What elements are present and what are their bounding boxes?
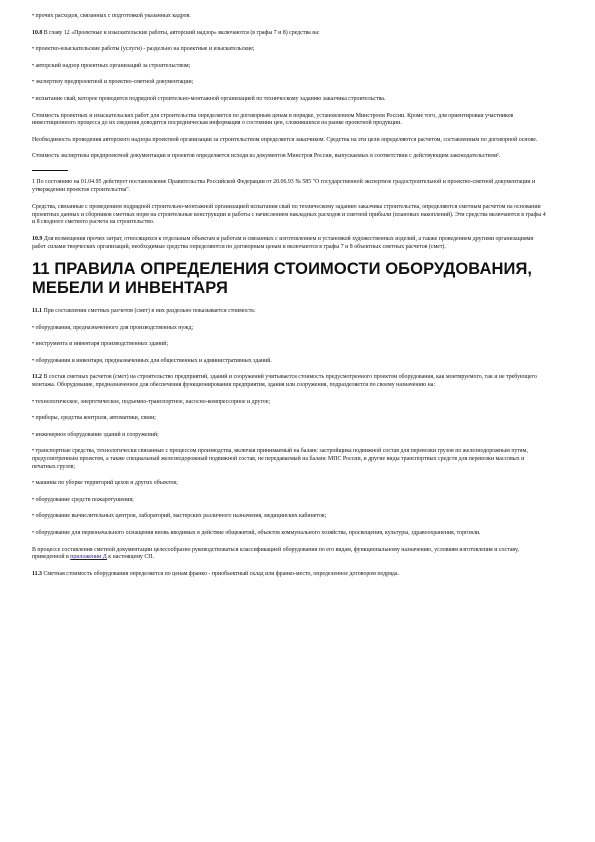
list-item: • машины по уборке территорий цехов и других объектов;: [32, 480, 178, 487]
footnote-divider: [32, 170, 68, 171]
paragraph: Необходимость проведения авторского надзора проектной организации за строительством определяется заказчиком. Средства на эти цели определяются расчетом, составленным по договорной основе.: [32, 136, 538, 143]
section-heading: 11 ПРАВИЛА ОПРЕДЕЛЕНИЯ СТОИМОСТИ ОБОРУДОВАНИЯ, МЕБЕЛИ И ИНВЕНТАРЯ: [32, 260, 533, 298]
list-item: • технологическое, энергетическое, подъемно-транспортное, насосно-компрессорное и другое;: [32, 398, 271, 405]
footnote: 1 По состоянию на 01.04.95 действует постановление Правительства Российской Федерации от 20.06.93 № 585 "О государственной экспертизе градостроительной и проектно-сметной документации и утверждении проектов строительства".: [32, 178, 536, 193]
list-item: • оборудование для первоначального оснащения вновь вводимых в действие общежитий, объектов коммунального хозяйства, просвещения, культуры, здравоохранения, торговли.: [32, 530, 481, 536]
list-item: • оборудования, предназначенного для производственных нужд;: [32, 324, 193, 331]
list-item: • оборудования и инвентаря, предназначенных для общественных и административных зданий.: [32, 357, 272, 364]
list-item: • инженерное оборудование зданий и сооружений;: [32, 431, 159, 438]
clause-11-1: [32, 308, 549, 316]
clause-text: В состав сметных расчетов (смет) на строительство предприятий, зданий и сооружений учитывается стоимость предусмотренного проектом оборудования, как монтируемого, так и не требующего монтажа. Оборудование, предназначенное для обеспечения функционирования предприятия, здания или сооружения, подразделяется по своему назначению на:: [32, 374, 537, 389]
clause-text: При составлении сметных расчетов (смет) в них раздельно показывается стоимость:: [41, 308, 256, 315]
list-item: • инструмента и инвентаря производственных зданий;: [32, 341, 169, 348]
clause-number: 11.3: [32, 570, 42, 577]
clause-number: 11.2: [32, 374, 42, 381]
list-item: • испытание свай, которое проводится подрядной строительно-монтажной организацией по техническому заданию заказчика строительства.: [32, 95, 386, 102]
list-item: • транспортные средства, технологически связанные с процессом производства, включая принимаемый на баланс застройщика подвижной состав для перевозки грузов по железнодорожным путям, предусмотренным проектом, а также специальный железнодорожный подвижной состав, не передаваемый на баланс МПС России, и другие виды транспортных средств для перевозки массовых и печатных грузов;: [32, 448, 528, 470]
clause-10-9: [32, 236, 549, 251]
list-item: • приборы, средства контроля, автоматики, связи;: [32, 415, 156, 422]
paragraph: Стоимость экспертизы предпроектной документации и проектов определяется исходя из документов Минстроя России, выпускаемых в соответствии с действующим законодательством¹.: [32, 153, 501, 160]
clause-10-8: [32, 30, 549, 38]
list-item: • оборудование средств пожаротушения;: [32, 496, 134, 503]
paragraph: Стоимость проектных и изыскательских работ для строительства определяется по договорным ценам в порядке, установленном Минстроем России. Кроме того, для ориентировки участников инвестиционного процесса до их сведения доводится посредническая информация о состоянии цен, сложившихся на рынке проектной продукции.: [32, 112, 514, 127]
clause-text: Сметная стоимость оборудования определяется по ценам франко - приобъектный склад или франко-место, определенное договором подряда.: [41, 570, 399, 577]
paragraph-text: В процессе составления сметной документации целесообразно руководствоваться классификацией оборудования по его видам, функциональному назначению, условиям изготовления и составу, приведенной в: [32, 546, 519, 561]
clause-text: В главу 12 «Проектные и изыскательские работы, авторский надзор» включаются (в графы 7 и 8) средства на:: [42, 29, 320, 36]
list-item: • оборудование вычислительных центров, лабораторий, мастерских различного назначения, медицинских кабинетов;: [32, 513, 327, 520]
clause-11-3: [32, 571, 549, 579]
clause-number: 10.8: [32, 29, 43, 36]
clause-number: 10.9: [32, 235, 43, 242]
paragraph-text: к настоящему СП.: [106, 554, 155, 561]
clause-text: Для возмещения прочих затрат, относящихся к отдельным объектам и работам и связанных с изготовлением и установкой художественных изделий, а также проведением другими организациями работ силами творческих организаций, необходимые средства определяются по договорным ценам и включаются в графы 7 и 8 объектных сметных расчетов (смет).: [32, 235, 534, 250]
paragraph: • прочих расходов, связанных с подготовкой указанных кадров.: [32, 13, 191, 19]
paragraph: Средства, связанные с проведением подрядной строительно-монтажной организацией испытания свай по техническому заданию заказчика строительства, определяются сметным расчетом на основании проектных данных и сборников сметных норм на строительные конструкции и работы с начислением накладных расходов и сметной прибыли (плановых накоплений). Эти средства включаются в графы 4 и 8 сводного сметного расчета на строительство.: [32, 204, 546, 226]
paragraph: [32, 547, 549, 562]
list-item: • проектно-изыскательские работы (услуги) - раздельно на проектные и изыскательские;: [32, 46, 255, 53]
list-item: • экспертизу предпроектной и проектно-сметной документации;: [32, 79, 194, 86]
appendix-d-link[interactable]: приложении Д: [70, 554, 107, 561]
clause-11-2: [32, 374, 549, 389]
clause-number: 11.1: [32, 308, 42, 315]
list-item: • авторский надзор проектных организаций за строительством;: [32, 62, 191, 69]
